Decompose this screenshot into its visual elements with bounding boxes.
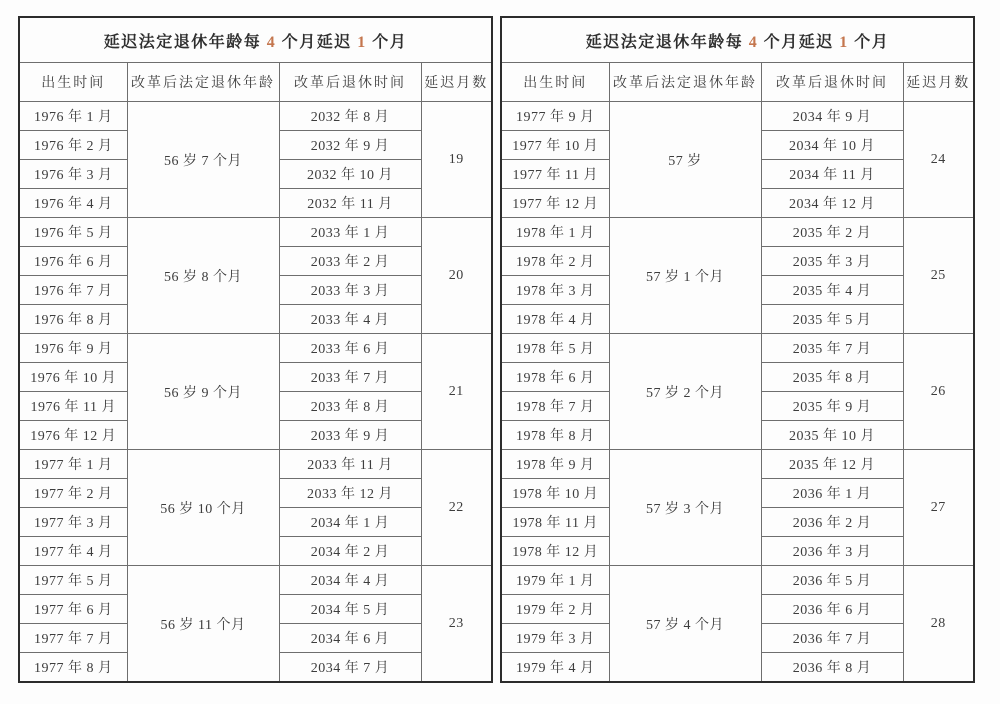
age-cell: 56 岁 8 个月 [127,218,279,334]
table-row [19,566,492,595]
retire-cell: 2034 年 5 月 [279,595,421,624]
retire-cell: 2036 年 7 月 [761,624,903,653]
retire-cell: 2036 年 8 月 [761,653,903,683]
delay-cell: 28 [903,566,974,683]
birth-cell: 1979 年 4 月 [501,653,609,683]
table-title [19,17,492,63]
title-number-1: 1 [357,33,367,51]
delay-cell: 19 [421,102,492,218]
birth-cell: 1978 年 8 月 [501,421,609,450]
delay-cell: 21 [421,334,492,450]
retire-cell: 2035 年 8 月 [761,363,903,392]
age-cell: 57 岁 3 个月 [609,450,761,566]
table-row [19,334,492,363]
retire-cell: 2036 年 2 月 [761,508,903,537]
birth-cell: 1977 年 10 月 [501,131,609,160]
age-cell: 56 岁 7 个月 [127,102,279,218]
birth-cell: 1978 年 6 月 [501,363,609,392]
retire-cell: 2034 年 9 月 [761,102,903,131]
retire-cell: 2034 年 11 月 [761,160,903,189]
retire-cell: 2034 年 10 月 [761,131,903,160]
retire-cell: 2036 年 3 月 [761,537,903,566]
table-row [19,218,492,247]
header-statutory-age: 改革后法定退休年龄 [127,63,279,102]
retire-cell: 2033 年 11 月 [279,450,421,479]
birth-cell: 1976 年 12 月 [19,421,127,450]
table-row [501,334,974,363]
retire-cell: 2033 年 9 月 [279,421,421,450]
birth-cell: 1978 年 4 月 [501,305,609,334]
birth-cell: 1977 年 12 月 [501,189,609,218]
birth-cell: 1979 年 2 月 [501,595,609,624]
retire-cell: 2035 年 9 月 [761,392,903,421]
retire-cell: 2033 年 2 月 [279,247,421,276]
header-delay-months: 延迟月数 [421,63,492,102]
table-rows-left [19,102,492,683]
birth-cell: 1977 年 3 月 [19,508,127,537]
birth-cell: 1976 年 5 月 [19,218,127,247]
birth-cell: 1978 年 11 月 [501,508,609,537]
retire-cell: 2033 年 7 月 [279,363,421,392]
table-header-row [501,63,974,102]
age-cell: 57 岁 [609,102,761,218]
birth-cell: 1979 年 3 月 [501,624,609,653]
birth-cell: 1976 年 2 月 [19,131,127,160]
retire-cell: 2032 年 11 月 [279,189,421,218]
birth-cell: 1976 年 7 月 [19,276,127,305]
birth-cell: 1978 年 1 月 [501,218,609,247]
birth-cell: 1978 年 5 月 [501,334,609,363]
retire-cell: 2033 年 8 月 [279,392,421,421]
birth-cell: 1978 年 10 月 [501,479,609,508]
retire-cell: 2034 年 7 月 [279,653,421,683]
retire-cell: 2035 年 4 月 [761,276,903,305]
retire-cell: 2035 年 12 月 [761,450,903,479]
birth-cell: 1976 年 9 月 [19,334,127,363]
table-title-row [501,17,974,63]
birth-cell: 1977 年 5 月 [19,566,127,595]
table-row [501,566,974,595]
birth-cell: 1978 年 3 月 [501,276,609,305]
retire-cell: 2035 年 3 月 [761,247,903,276]
header-birth-time: 出生时间 [19,63,127,102]
retire-cell: 2033 年 3 月 [279,276,421,305]
birth-cell: 1976 年 10 月 [19,363,127,392]
title-text: 个月延迟 [276,33,358,51]
title-text: 个月 [366,33,408,51]
birth-cell: 1978 年 12 月 [501,537,609,566]
delay-cell: 24 [903,102,974,218]
header-birth-time: 出生时间 [501,63,609,102]
birth-cell: 1977 年 4 月 [19,537,127,566]
birth-cell: 1979 年 1 月 [501,566,609,595]
retire-cell: 2035 年 2 月 [761,218,903,247]
age-cell: 56 岁 9 个月 [127,334,279,450]
table-row [501,450,974,479]
retire-cell: 2036 年 5 月 [761,566,903,595]
title-number-4: 4 [748,33,759,51]
retire-cell: 2035 年 10 月 [761,421,903,450]
title-number-1: 1 [839,33,849,51]
birth-cell: 1977 年 11 月 [501,160,609,189]
birth-cell: 1978 年 7 月 [501,392,609,421]
birth-cell: 1978 年 9 月 [501,450,609,479]
birth-cell: 1976 年 8 月 [19,305,127,334]
table-row [19,102,492,131]
header-retire-time: 改革后退休时间 [761,63,903,102]
title-text: 个月 [848,33,890,51]
birth-cell: 1977 年 6 月 [19,595,127,624]
table-rows-right [501,102,974,683]
retire-cell: 2034 年 4 月 [279,566,421,595]
birth-cell: 1977 年 1 月 [19,450,127,479]
table-title [501,17,974,63]
birth-cell: 1977 年 9 月 [501,102,609,131]
retire-cell: 2033 年 1 月 [279,218,421,247]
birth-cell: 1976 年 3 月 [19,160,127,189]
retire-cell: 2032 年 10 月 [279,160,421,189]
retire-cell: 2032 年 9 月 [279,131,421,160]
table-row [501,218,974,247]
retire-cell: 2033 年 6 月 [279,334,421,363]
header-delay-months: 延迟月数 [903,63,974,102]
header-statutory-age: 改革后法定退休年龄 [609,63,761,102]
retire-cell: 2036 年 1 月 [761,479,903,508]
title-number-4: 4 [266,33,277,51]
retire-cell: 2032 年 8 月 [279,102,421,131]
retire-cell: 2036 年 6 月 [761,595,903,624]
header-retire-time: 改革后退休时间 [279,63,421,102]
title-text: 个月延迟 [758,33,840,51]
birth-cell: 1978 年 2 月 [501,247,609,276]
age-cell: 57 岁 4 个月 [609,566,761,683]
table-row [501,102,974,131]
delay-cell: 22 [421,450,492,566]
retirement-tables-container [18,16,975,683]
birth-cell: 1976 年 11 月 [19,392,127,421]
retire-cell: 2035 年 7 月 [761,334,903,363]
retire-cell: 2034 年 1 月 [279,508,421,537]
delay-cell: 23 [421,566,492,683]
age-cell: 57 岁 1 个月 [609,218,761,334]
table-title-row [19,17,492,63]
retire-cell: 2033 年 12 月 [279,479,421,508]
retire-cell: 2033 年 4 月 [279,305,421,334]
title-text: 延迟法定退休年龄每 [103,33,267,51]
retirement-table-left [18,16,493,683]
delay-cell: 26 [903,334,974,450]
retire-cell: 2034 年 12 月 [761,189,903,218]
retirement-table-right [500,16,975,683]
delay-cell: 27 [903,450,974,566]
retire-cell: 2034 年 2 月 [279,537,421,566]
retire-cell: 2034 年 6 月 [279,624,421,653]
table-row [19,450,492,479]
birth-cell: 1976 年 1 月 [19,102,127,131]
delay-cell: 20 [421,218,492,334]
birth-cell: 1977 年 7 月 [19,624,127,653]
retire-cell: 2035 年 5 月 [761,305,903,334]
age-cell: 57 岁 2 个月 [609,334,761,450]
title-text: 延迟法定退休年龄每 [585,33,749,51]
birth-cell: 1976 年 4 月 [19,189,127,218]
age-cell: 56 岁 10 个月 [127,450,279,566]
birth-cell: 1977 年 8 月 [19,653,127,683]
table-header-row [19,63,492,102]
birth-cell: 1976 年 6 月 [19,247,127,276]
age-cell: 56 岁 11 个月 [127,566,279,683]
birth-cell: 1977 年 2 月 [19,479,127,508]
delay-cell: 25 [903,218,974,334]
